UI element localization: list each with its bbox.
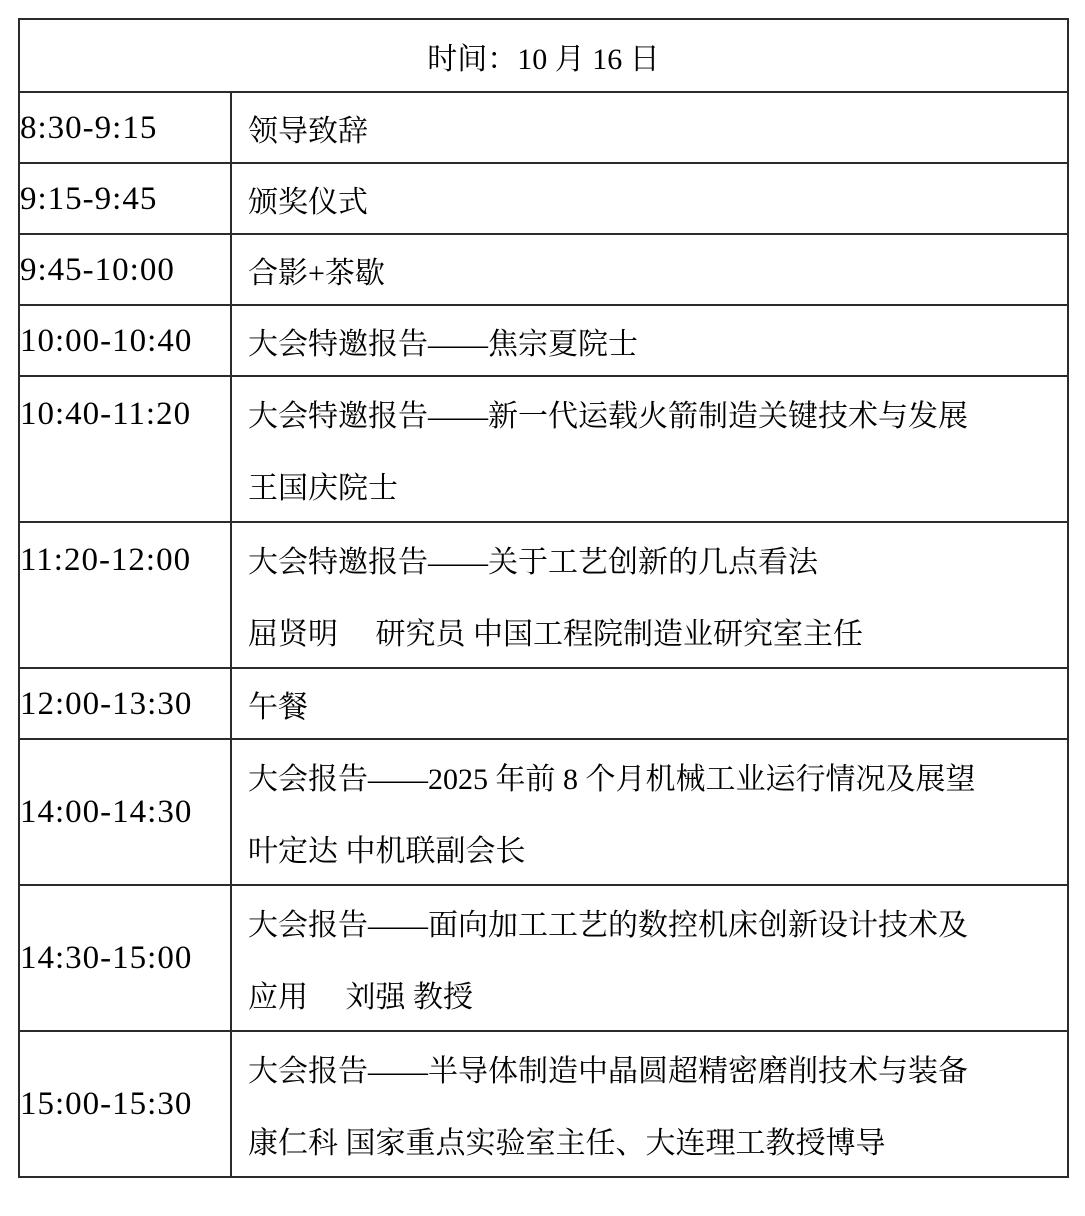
time-cell: 10:40-11:20 — [19, 376, 231, 522]
table-row — [19, 234, 1068, 305]
event-cell — [231, 163, 1068, 234]
event-line: 大会特邀报告——焦宗夏院士 — [248, 327, 638, 361]
time-cell: 12:00-13:30 — [19, 668, 231, 739]
time-cell: 14:30-15:00 — [19, 885, 231, 1031]
event-cell — [231, 522, 1068, 668]
event-line: 大会特邀报告——关于工艺创新的几点看法 — [248, 546, 818, 579]
event-line: 大会报告——半导体制造中晶圆超精密磨削技术与装备 — [248, 1055, 968, 1088]
event-line: 领导致辞 — [248, 114, 368, 148]
event-cell — [231, 305, 1068, 376]
time-cell: 9:15-9:45 — [19, 163, 231, 234]
time-cell: 8:30-9:15 — [19, 92, 231, 163]
time-cell: 14:00-14:30 — [19, 739, 231, 885]
table-row — [19, 305, 1068, 376]
event-line: 应用 刘强 教授 — [248, 981, 473, 1014]
schedule-table — [18, 18, 1069, 1178]
event-line: 大会报告——面向加工工艺的数控机床创新设计技术及 — [248, 909, 968, 942]
table-row — [19, 1031, 1068, 1177]
event-line: 午餐 — [248, 690, 308, 724]
event-line: 合影+茶歇 — [248, 256, 385, 290]
event-line: 屈贤明 研究员 中国工程院制造业研究室主任 — [248, 618, 863, 651]
table-row — [19, 92, 1068, 163]
table-row — [19, 376, 1068, 522]
event-cell — [231, 234, 1068, 305]
event-line: 颁奖仪式 — [248, 185, 368, 219]
time-cell: 10:00-10:40 — [19, 305, 231, 376]
table-row — [19, 739, 1068, 885]
time-cell: 9:45-10:00 — [19, 234, 231, 305]
event-line: 叶定达 中机联副会长 — [248, 835, 526, 868]
event-cell — [231, 739, 1068, 885]
event-cell — [231, 885, 1068, 1031]
event-cell — [231, 668, 1068, 739]
event-cell — [231, 1031, 1068, 1177]
table-row — [19, 522, 1068, 668]
event-line: 大会特邀报告——新一代运载火箭制造关键技术与发展 — [248, 400, 968, 433]
table-row — [19, 163, 1068, 234]
table-header-date: 时间：10 月 16 日 — [19, 19, 1068, 92]
event-line: 大会报告——2025 年前 8 个月机械工业运行情况及展望 — [248, 763, 976, 796]
time-cell: 11:20-12:00 — [19, 522, 231, 668]
table-row — [19, 885, 1068, 1031]
event-line: 康仁科 国家重点实验室主任、大连理工教授博导 — [248, 1127, 886, 1160]
event-line: 王国庆院士 — [248, 472, 398, 505]
table-row — [19, 668, 1068, 739]
time-cell: 15:00-15:30 — [19, 1031, 231, 1177]
schedule-body — [19, 92, 1068, 1177]
event-cell — [231, 376, 1068, 522]
event-cell — [231, 92, 1068, 163]
header-row — [19, 19, 1068, 92]
